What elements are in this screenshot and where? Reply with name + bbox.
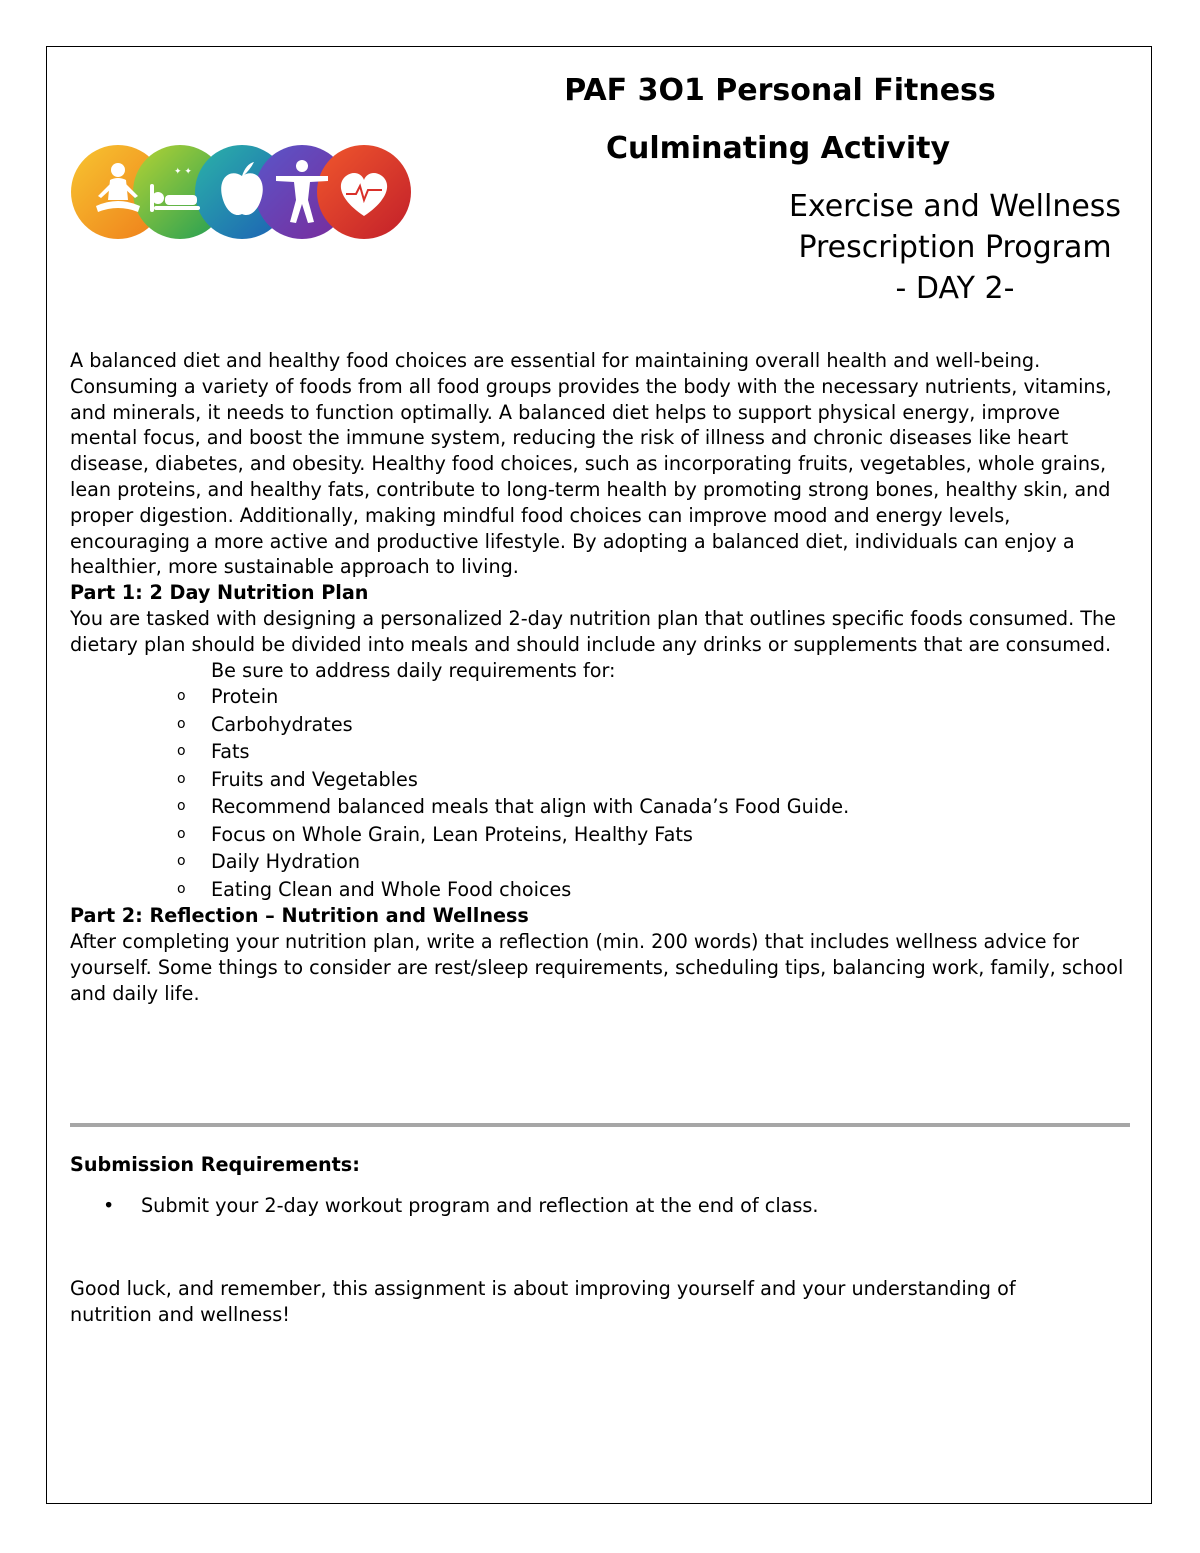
list-item: o Protein	[70, 683, 1132, 711]
submission-heading: Submission Requirements:	[70, 1153, 360, 1176]
wellness-logo	[70, 140, 412, 244]
page-subtitle: Culminating Activity	[605, 131, 951, 166]
program-title	[760, 186, 1150, 309]
list-item: o Fats	[70, 738, 1132, 766]
part2-body: After completing your nutrition plan, write a reflection (min. 200 words) that includes wellness advice for yourself. Some things to consider are rest/sleep requirements, scheduling tips, balancing work, family, school and daily life.	[70, 930, 1124, 1005]
submission-item: Submit your 2-day workout program and reflection at the end of class.	[141, 1193, 819, 1217]
part2-heading: Part 2: Reflection – Nutrition and Wellness	[70, 904, 529, 928]
list-item: o Focus on Whole Grain, Lean Proteins, Healthy Fats	[70, 821, 1132, 849]
submission-section	[70, 1152, 1132, 1219]
list-item: o Fruits and Vegetables	[70, 766, 1132, 794]
closing-paragraph: Good luck, and remember, this assignment is about improving yourself and your understanding of nutrition and wellness!	[70, 1277, 1016, 1326]
bullet-dot-icon: •	[103, 1193, 115, 1217]
part1-heading: Part 1: 2 Day Nutrition Plan	[70, 581, 369, 605]
program-title-line: Exercise and Wellness	[788, 189, 1122, 224]
requirements-intro: Be sure to address daily requirements for:	[211, 658, 616, 682]
list-item: o Recommend balanced meals that align with Canada’s Food Guide.	[70, 793, 1132, 821]
section-divider	[70, 1123, 1130, 1127]
requirements-list	[70, 683, 1132, 903]
program-title-line: Prescription Program	[798, 230, 1112, 265]
main-content	[70, 348, 1132, 1007]
circle-bullet-icon: o	[177, 853, 186, 870]
list-item	[70, 1193, 1132, 1219]
svg-text:✦ ✦: ✦ ✦	[174, 167, 192, 177]
list-item: o Carbohydrates	[70, 711, 1132, 739]
circle-bullet-icon: o	[177, 715, 186, 732]
circle-bullet-icon: o	[177, 880, 186, 897]
program-title-line: - DAY 2-	[895, 271, 1015, 306]
circle-bullet-icon: o	[177, 688, 186, 705]
circle-bullet-icon: o	[177, 798, 186, 815]
page-title: PAF 3O1 Personal Fitness	[564, 73, 996, 108]
circle-bullet-icon: o	[177, 825, 186, 842]
list-item: o Eating Clean and Whole Food choices	[70, 876, 1132, 904]
list-item: o Daily Hydration	[70, 848, 1132, 876]
circle-bullet-icon: o	[177, 770, 186, 787]
intro-paragraph: A balanced diet and healthy food choices are essential for maintaining overall health and well-being. Consuming a variety of foods from all food groups provides the body with the necessary nutrients, vitamins, and minerals, it needs to function optimally. A balanced diet helps to support physical energy, improve mental focus, and boost the immune system, reducing the risk of illness and chronic diseases like heart disease, diabetes, and obesity. Healthy food choices, such as incorporating fruits, vegetables, whole grains, lean proteins, and healthy fats, contribute to long-term health by promoting strong bones, healthy skin, and proper digestion. Additionally, making mindful food choices can improve mood and energy levels, encouraging a more active and productive lifestyle. By adopting a balanced diet, individuals can enjoy a healthier, more sustainable approach to living.	[70, 349, 1112, 579]
circle-bullet-icon: o	[177, 743, 186, 760]
part1-body: You are tasked with designing a personalized 2-day nutrition plan that outlines specific foods consumed. The dietary plan should be divided into meals and should include any drinks or supplements that are consumed.	[70, 606, 1116, 656]
